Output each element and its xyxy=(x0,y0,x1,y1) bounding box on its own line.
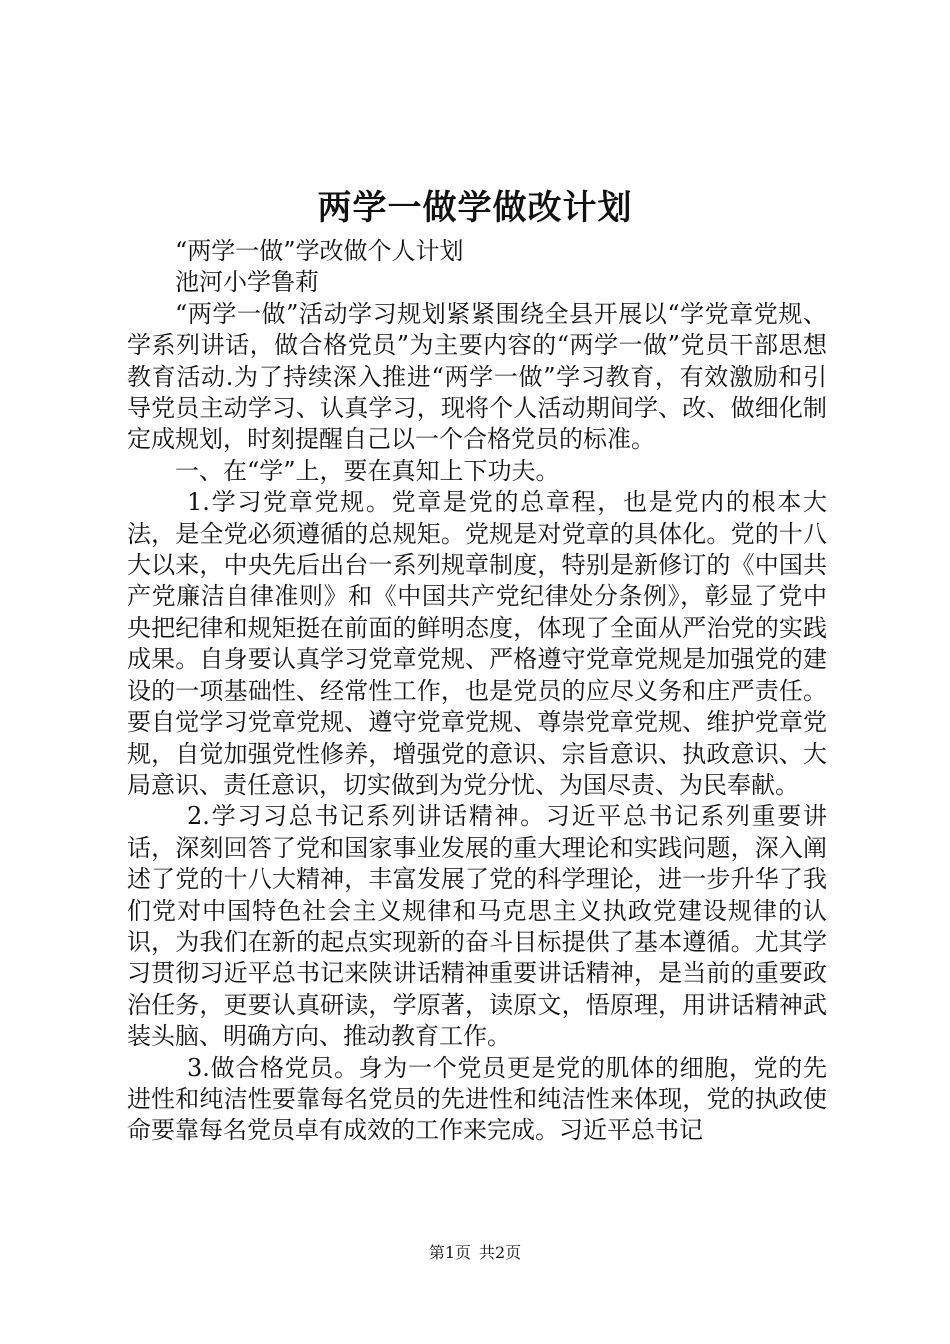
document-title: 两学一做学做改计划 xyxy=(317,188,633,228)
author-paragraph: 池河小学鲁莉 xyxy=(175,268,319,297)
numbered-paragraph-3: 3.做合格党员。身为一个党员更是党的肌体的细胞，党的先进性和纯洁性要靠每名党员的先进性和纯洁性来体现，党的执政使命要靠每名党员卓有成效的工作来完成。习近平总书记 xyxy=(127,1053,827,1145)
section-heading: 一、在“学”上，要在真知上下功夫。 xyxy=(175,456,560,485)
page-total: 共2页 xyxy=(479,1243,522,1262)
numbered-paragraph-1: 1.学习党章党规。党章是党的总章程，也是党内的根本大法，是全党必须遵循的总规矩。党规是对党章的具体化。党的十八大以来，中央先后出台一系列规章制度，特别是新修订的《中国共产党廉洁自律准则》和《中国共产党纪律处分条例》，彰显了党中央把纪律和规矩挺在前面的鲜明态度，体现了全面从严治党的实践成果。自身要认真学习党章党规、严格遵守党章党规是加强党的建设的一项基础性、经常性工作，也是党员的应尽义务和庄严责任。要自觉学习党章党规、遵守党章党规、尊崇党章党规、维护党章党规，自觉加强党性修养，增强党的意识、宗旨意识、执政意识、大局意识、责任意识，切实做到为党分忧、为国尽责、为民奉献。 xyxy=(127,488,827,799)
numbered-paragraph-2: 2.学习习总书记系列讲话精神。习近平总书记系列重要讲话，深刻回答了党和国家事业发展的重大理论和实践问题，深入阐述了党的十八大精神，丰富发展了党的科学理论，进一步升华了我们党对中国特色社会主义规律和马克思主义执政党建设规律的认识，为我们在新的起点实现新的奋斗目标提供了基本遵循。尤其学习贯彻习近平总书记来陕讲话精神重要讲话精神，是当前的重要政治任务，更要认真研读，学原著，读原文，悟原理，用讲话精神武装头脑、明确方向、推动教育工作。 xyxy=(127,802,827,1051)
intro-paragraph: “两学一做”活动学习规划紧紧围绕全县开展以“学党章党规、学系列讲话，做合格党员”为主要内容的“两学一做”党员干部思想教育活动.为了持续深入推进“两学一做”学习教育，有效激励和引导党员主动学习、认真学习，现将个人活动期间学、改、做细化制定成规划，时刻提醒自己以一个合格党员的标准。 xyxy=(127,299,827,454)
subtitle-paragraph: “两学一做”学改做个人计划 xyxy=(175,237,464,265)
page-number: 第1页 xyxy=(428,1243,471,1262)
document-body xyxy=(127,236,827,1147)
page-footer xyxy=(0,1241,950,1265)
